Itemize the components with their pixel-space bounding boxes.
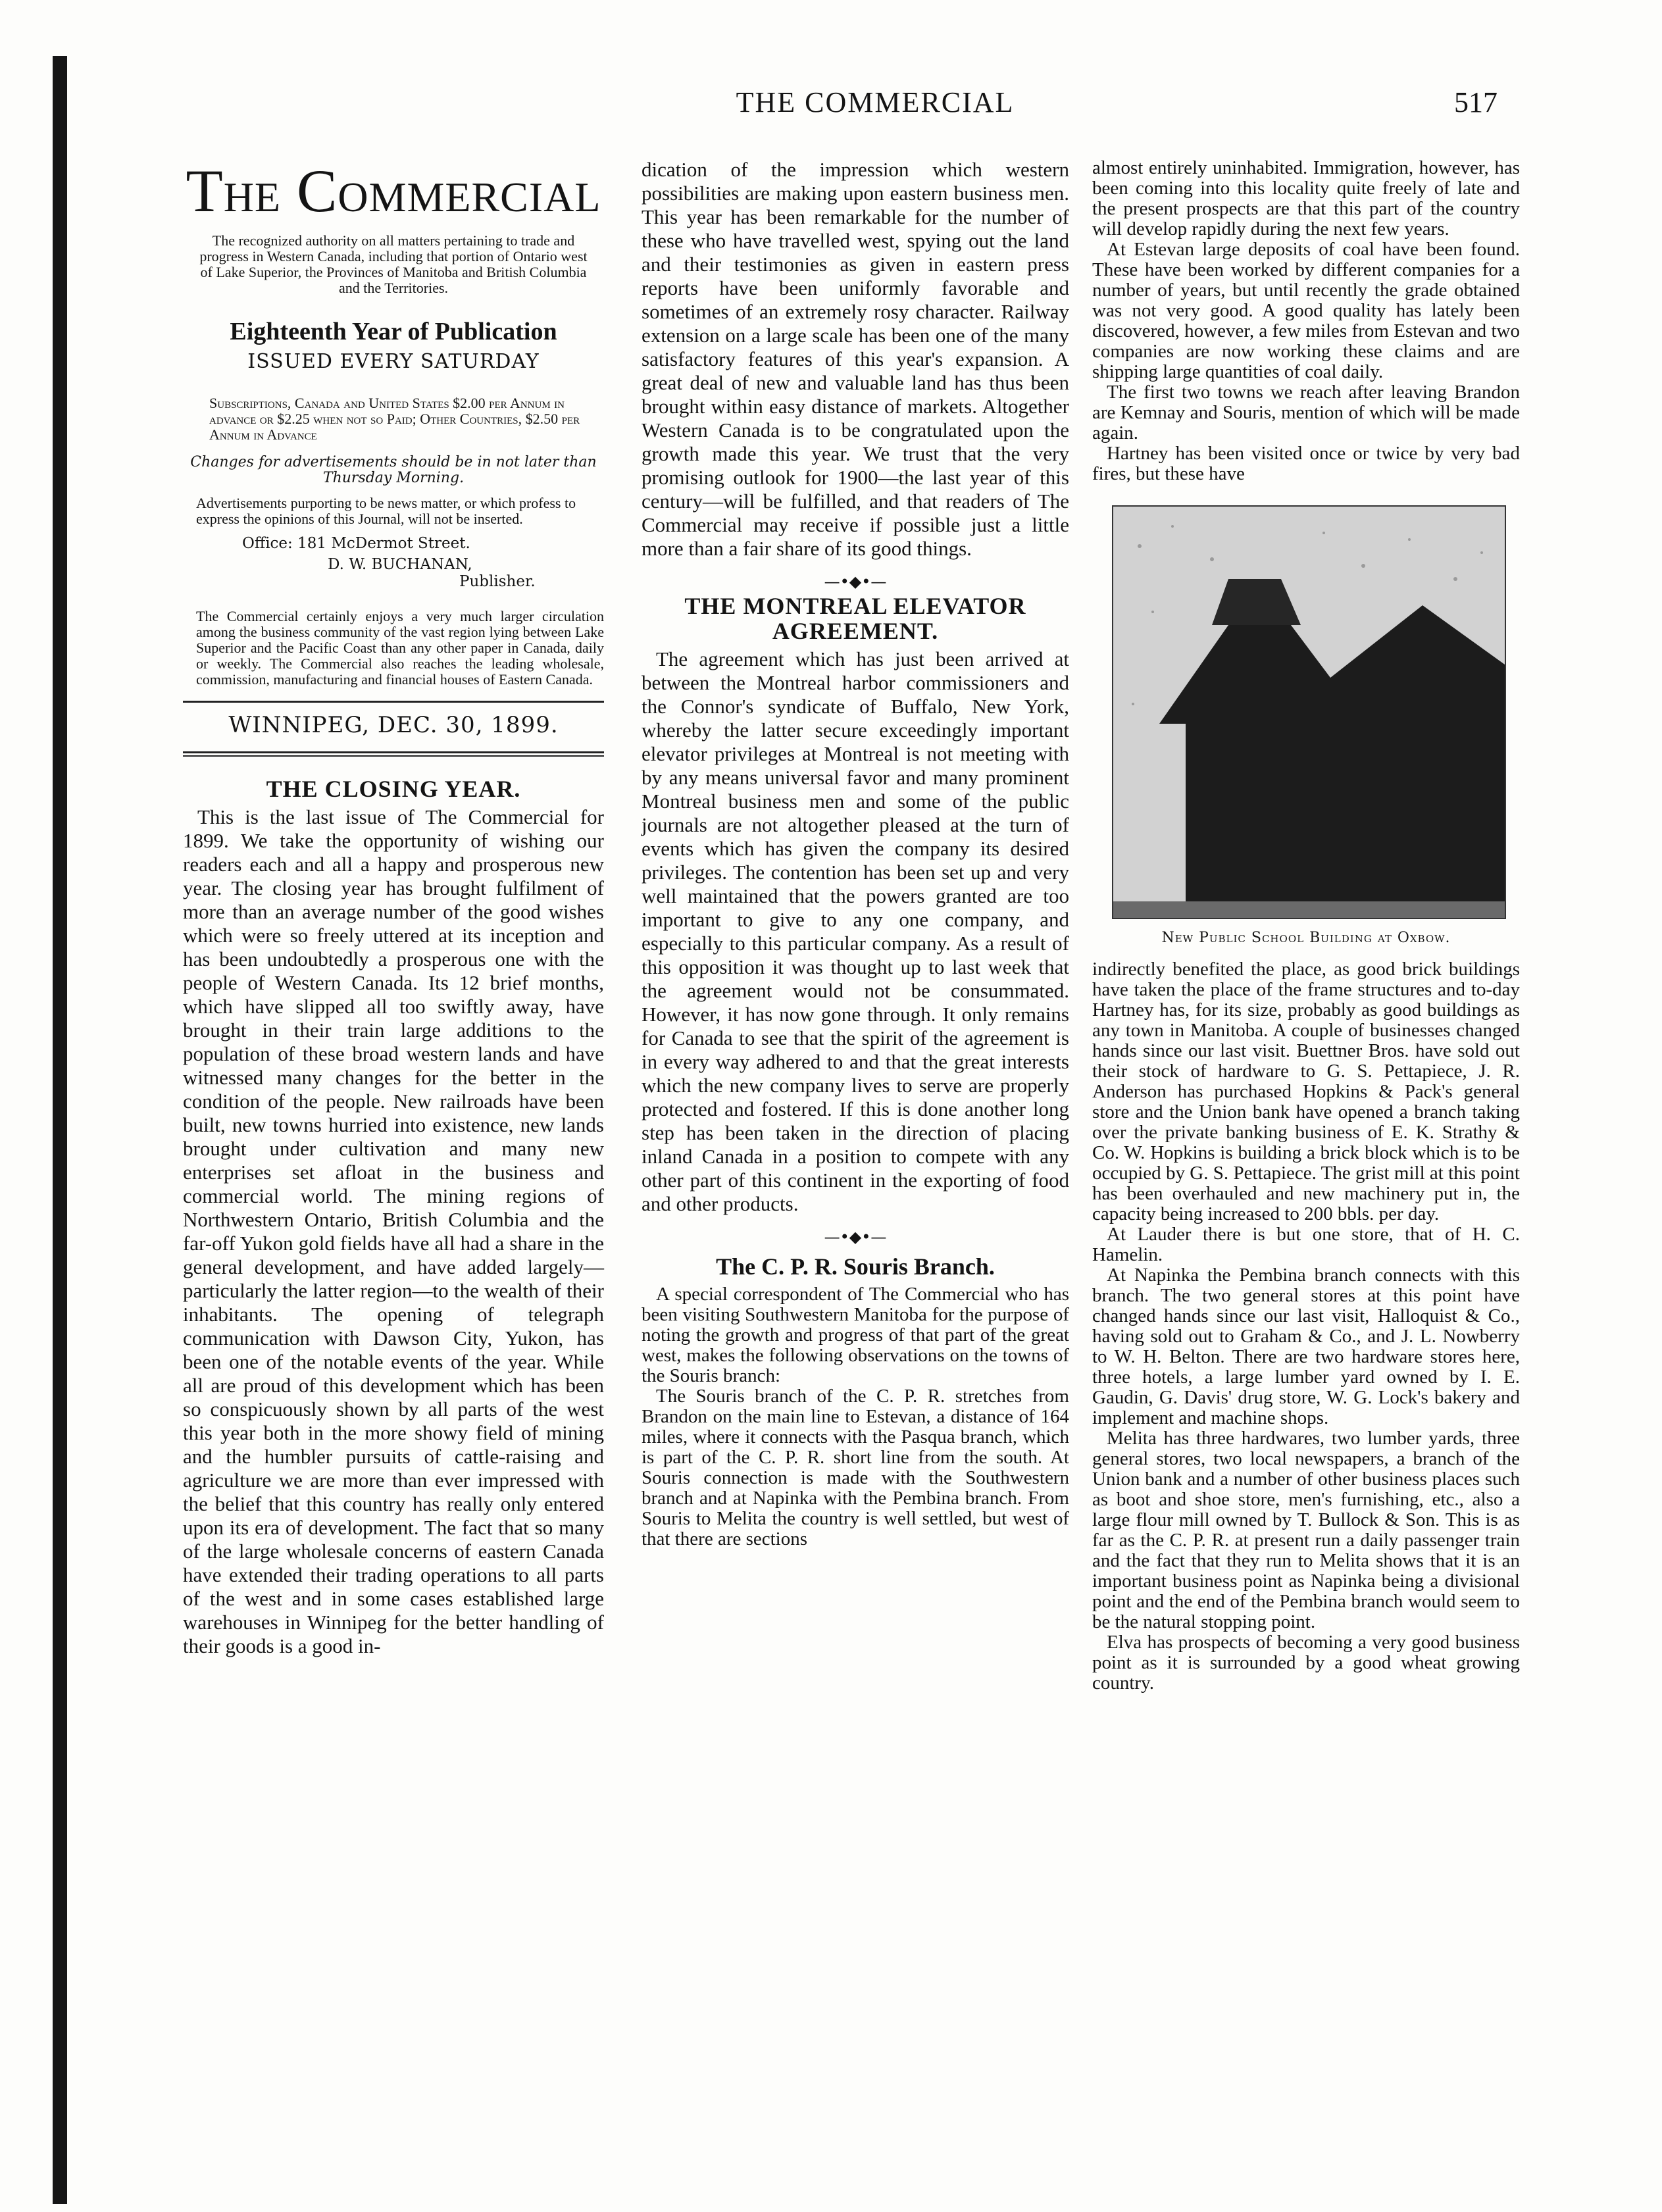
column-2 [642,158,1069,1549]
article-body-souris: almost entirely uninhabited. Immigration, however, has been coming into this locality quite freely of late and the present prospects are that this part of the country will develop rapidly during the next few years. [1092,157,1520,239]
publisher-label: Publisher. [459,573,536,590]
publisher-name: D. W. BUCHANAN, [328,556,472,573]
divider [183,701,604,703]
subscriptions-note: Subscriptions, Canada and United States $2.00 per Annum in advance or $2.25 when not so Paid; Other Countries, $2.50 per Annum in Advance [209,395,580,443]
masthead-tagline: The recognized authority on all matters pertaining to trade and progress in Western Canada, including that portion of Ontario west of Lake Superior, the Provinces of Manitoba and British Columbia and the Territories. [199,232,588,296]
section-ornament: —•◆•— [824,572,887,591]
article-body-souris: At Lauder there is but one store, that of H. C. Hamelin. [1092,1224,1520,1265]
article-body-souris: Melita has three hardwares, two lumber yards, three general stores, two local newspapers, a branch of the Union bank and a number of other business places such as boot and shoe store, men's furnishing, etc., also a large flour mill owned by T. Bullock & Son. This is as far as the C. P. R. at present run a daily passenger train and the fact that they run to Melita shows that it is an important business point as Napinka being a divisional point and the end of the Pembina branch would seem to be the natural stopping point. [1092,1428,1520,1632]
circulation-note: The Commercial certainly enjoys a very much larger circulation among the business community of the vast region lying between Lake Superior and the Pacific Coast than any other paper in Canada, daily or weekly. The Commercial also reaches the leading wholesale, commission, manufacturing and financial houses of Eastern Canada. [196,608,604,688]
article-body-closing-year-continued: dication of the impression which western possibilities are making upon eastern business men. This year has been remarkable for the number of these who have travelled west, spying out the land and their testimonies as given in eastern press reports have been uniformly favorable and sometimes of an extremely rosy character. Railway extension on a large scale has been one of the many satisfactory features of this year's expansion. A great deal of new and valuable land has thus been brought within easy distance of markets. Altogether Western Canada is to be congratulated upon the growth made this year. We trust that the very promising outlook for 1900—the last year of this century—will be fulfilled, and that readers of The Commercial may receive if possible just a little more than a fair share of its good things. [642,158,1069,560]
publication-year: Eighteenth Year of Publication [230,318,557,345]
divider [183,755,604,757]
article-body-souris: Hartney has been visited once or twice by very bad fires, but these have [1092,443,1520,484]
column-1 [183,158,604,1658]
school-building-image [1113,507,1505,918]
school-photo [1112,505,1506,919]
article-body-souris: A special correspondent of The Commercial who has been visiting Southwestern Manitoba for the purpose of noting the growth and progress of that part of the great west, makes the following observations on the towns of the Souris branch: [642,1284,1069,1386]
section-ornament: —•◆•— [824,1228,887,1246]
article-body-souris: Elva has prospects of becoming a very good business point as it is surrounded by a good wheat growing country. [1092,1632,1520,1694]
masthead-title: The Commercial [186,157,601,224]
article-title-closing-year: THE CLOSING YEAR. [266,776,521,802]
article-body-souris: At Estevan large deposits of coal have been found. These have been worked by different companies for a number of years, but until recently the grade obtained was not very good. A good quality has lately been discovered, however, a few miles from Estevan and two companies are now working these claims and are shipping large quantities of coal daily. [1092,239,1520,382]
running-title: THE COMMERCIAL [736,86,1015,118]
page-number: 517 [1454,86,1498,118]
changes-note: Changes for advertisements should be in not later than Thursday Morning. [190,454,597,486]
article-body-souris: indirectly benefited the place, as good brick buildings have taken the place of the frame structures and to-day Hartney has, for its size, probably as good buildings as any town in Manitoba. A couple of businesses changed hands since our last visit. Buettner Bros. have sold out their stock of hardware to G. S. Pettapiece, J. R. Anderson has purchased Hopkins & Pack's general store and the Union bank have opened a branch taking over the private banking business of E. K. Strathy & Co. W. Hopkins is building a brick block which is to be occupied by G. S. Pettapiece. The grist mill at this point has been overhauled and new machinery put in, the capacity being increased to 200 bbls. per day. [1092,959,1520,1224]
issued-note: ISSUED EVERY SATURDAY [247,350,540,373]
divider [183,751,604,753]
article-title-montreal: THE MONTREAL ELEVATOR AGREEMENT. [684,593,1026,644]
article-body-souris: The first two towns we reach after leaving Brandon are Kemnay and Souris, mention of which will be made again. [1092,382,1520,443]
photo-caption: New Public School Building at Oxbow. [1161,930,1451,946]
article-body-closing-year: This is the last issue of The Commercial for 1899. We take the opportunity of wishing our readers each and all a happy and prosperous new year. The closing year has brought fulfilment of more than an average number of the good wishes which were so freely uttered at its inception and has been undoubtedly a prosperous one with the people of Western Canada. Its 12 brief months, which have slipped all too swiftly away, have brought in their train large additions to the population of these broad western lands and have witnessed many changes for the better in the condition of the people. New railroads have been built, new towns hurried into existence, new lands brought under cultivation and many new enterprises set afloat in the business and commercial world. The mining regions of Northwestern Ontario, British Columbia and the far-off Yukon gold fields have all had a share in the general development, and have added largely—particularly the latter region—to the wealth of their inhabitants. The opening of telegraph communication with Dawson City, Yukon, has been one of the notable events of the year. While all are proud of this development which has been so conspicuously shown by all parts of the west this year both in the more showy field of mining and the humbler pursuits of cattle-raising and agriculture we are more than ever impressed with the belief that this country has really only entered upon its era of development. The fact that so many of the large wholesale concerns of eastern Canada have extended their trading operations to all parts of the west and in some cases established large warehouses in Winnipeg for the better handling of their goods is a good in- [183,805,604,1657]
article-body-souris: The Souris branch of the C. P. R. stretches from Brandon on the main line to Estevan, a distance of 164 miles, where it connects with the Pasqua branch, which is part of the C. P. R. short line from the south. At Souris connection is made with the Southwestern branch and at Napinka with the Pembina branch. From Souris to Melita the country is well settled, but west of that there are sections [642,1386,1069,1549]
office-address: Office: 181 McDermot Street. [242,535,470,552]
dateline: WINNIPEG, DEC. 30, 1899. [228,712,559,738]
advertisements-note: Advertisements purporting to be news matter, or which profess to express the opinions of this Journal, will not be inserted. [196,495,576,527]
article-title-souris: The C. P. R. Souris Branch. [716,1253,995,1280]
binding-edge [53,56,67,2204]
column-3 [1092,158,1520,1694]
article-body-souris: At Napinka the Pembina branch connects with this branch. The two general stores at this point have changed hands since our last visit, Halloquist & Co., having sold out to Graham & Co., and J. L. Nowberry to W. H. Belton. There are two hardware stores here, three hotels, a large lumber yard owned by I. E. Gaudin, G. Davis' drug store, W. G. Lock's bakery and implement and machine shops. [1092,1265,1520,1428]
article-body-montreal: The agreement which has just been arrived at between the Montreal harbor commissioners and the Connor's syndicate of Buffalo, New York, whereby the latter secure exceedingly important elevator privileges at Montreal is not meeting with by any means universal favor and many prominent Montreal business men and some of the public journals are not altogether pleased at the turn of events which has given the company its desired privileges. The contention has been set up and very well maintained that the powers granted are too important to give to any one company, and especially to this particular company. As a result of this opposition it was thought up to last week that the agreement would not be consummated. However, it has now gone through. It only remains for Canada to see that the spirit of the agreement is in every way adhered to and that the great interests which the new company lives to serve are properly protected and fostered. If this is done another long step has been taken in the direction of placing inland Canada in a position to compete with any other part of this continent in the exporting of food and other products. [642,647,1069,1215]
